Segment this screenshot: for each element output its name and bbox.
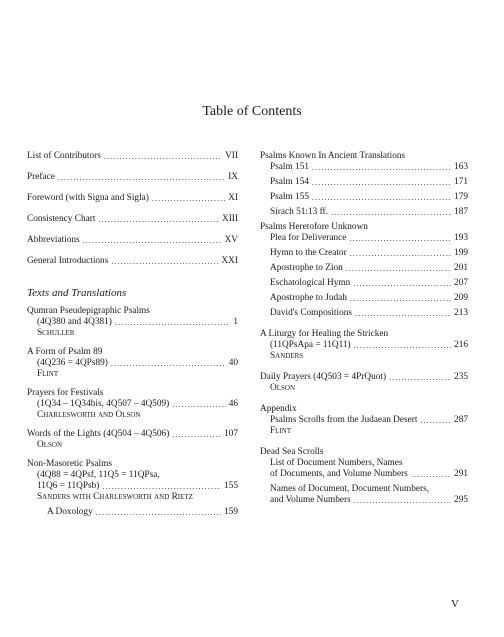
editor-name: Flint xyxy=(270,426,292,436)
dot-leader xyxy=(58,172,225,183)
editor-name: Olson xyxy=(270,383,295,393)
dot-leader xyxy=(355,308,451,319)
toc-entry[interactable]: Foreword (with Signa and Sigla) ..... XI xyxy=(27,193,238,204)
dot-leader xyxy=(331,207,451,218)
page-number: V xyxy=(451,598,459,610)
toc-entry[interactable]: David's Compositions ..... 213 xyxy=(260,308,468,319)
dot-leader xyxy=(152,193,225,204)
dot-leader xyxy=(83,235,222,246)
toc-left-column xyxy=(27,151,238,518)
dot-leader xyxy=(354,495,451,506)
section-heading: Texts and Translations xyxy=(27,287,127,299)
toc-entry[interactable]: Consistency Chart ..... XIII xyxy=(27,214,238,225)
toc-entry-lights[interactable]: Words of the Lights (4Q504 – 4Q506) ..... 107 Olson xyxy=(27,429,238,451)
dot-leader xyxy=(353,278,451,289)
toc-entry[interactable]: General Introductions ..... XXI xyxy=(27,256,238,267)
dot-leader xyxy=(104,151,222,162)
dot-leader xyxy=(96,507,221,518)
toc-entry[interactable]: Hymn to the Creator ..... 199 xyxy=(260,248,468,259)
editor-name: Olson xyxy=(37,440,62,450)
dot-leader xyxy=(98,214,219,225)
toc-entry[interactable]: Sirach 51:13 ff. ..... 187 xyxy=(260,207,468,218)
dot-leader xyxy=(312,177,451,188)
dot-leader xyxy=(312,192,451,203)
toc-entry[interactable]: Psalm 155 ..... 179 xyxy=(260,192,468,203)
dot-leader xyxy=(350,248,451,259)
dot-leader xyxy=(102,481,221,492)
toc-entry[interactable]: Psalm 151 ..... 163 xyxy=(260,162,468,173)
front-matter-list xyxy=(27,151,238,267)
editor-name: Flint xyxy=(37,369,59,379)
toc-entry-nonmasoretic[interactable]: Non-Masoretic Psalms (4Q88 = 4QPsf, 11Q5 = 11QPsa, 11Q6 = 11QPsb) ..... 155 Sanders with Charlesworth and Rietz A Doxology ..... 159 xyxy=(27,459,238,518)
dot-leader xyxy=(172,429,221,440)
toc-entry[interactable]: Abbreviations ..... XV xyxy=(27,235,238,246)
toc-entry[interactable]: Eschatological Hymn ..... 207 xyxy=(260,278,468,289)
toc-entry[interactable]: Plea for Deliverance ..... 193 xyxy=(260,233,468,244)
toc-entry-dss[interactable]: Dead Sea Scrolls List of Document Numbers, Names of Documents, and Volume Numbers ..... 291 Names of Document, Document Numbers, and Volume Numbers ..... 295 xyxy=(260,447,468,506)
toc-entry[interactable]: Psalm 154 ..... 171 xyxy=(260,177,468,188)
dot-leader xyxy=(312,162,451,173)
editor-name: Charlesworth and Olson xyxy=(37,410,141,420)
dot-leader xyxy=(115,317,230,328)
dot-leader xyxy=(346,263,451,274)
editor-name: Schuller xyxy=(37,328,75,338)
page-title: Table of Contents xyxy=(202,104,302,119)
dot-leader xyxy=(420,415,451,426)
toc-entry-daily[interactable]: Daily Prayers (4Q503 = 4PrQuot) ..... 235 Olson xyxy=(260,372,468,394)
toc-entry-doxology[interactable]: A Doxology ..... 159 xyxy=(27,507,238,518)
subsection-heading: Psalms Known In Ancient Translations xyxy=(260,151,406,161)
dot-leader xyxy=(354,340,451,351)
subsection-heading: Psalms Heretofore Unknown xyxy=(260,222,368,232)
editor-name: Sanders xyxy=(270,351,304,361)
dot-leader xyxy=(411,469,451,480)
editor-name: Sanders with Charlesworth and Rietz xyxy=(37,492,193,502)
dot-leader xyxy=(389,372,451,383)
toc-entry-qumran[interactable]: Qumran Pseudepigraphic Psalms (4Q380 and 4Q381) ..... 1 Schuller xyxy=(27,306,238,339)
dot-leader xyxy=(172,399,225,410)
toc-entry[interactable]: Apostrophe to Zion ..... 201 xyxy=(260,263,468,274)
dot-leader xyxy=(350,293,451,304)
dot-leader xyxy=(111,256,218,267)
toc-entry[interactable]: Preface ..... IX xyxy=(27,172,238,183)
dot-leader xyxy=(111,358,226,369)
toc-entry-liturgy[interactable]: A Liturgy for Healing the Stricken (11QPsApa = 11Q11) ..... 216 Sanders xyxy=(260,329,468,362)
toc-entry-festivals[interactable]: Prayers for Festivals (1Q34 – 1Q34bis, 4Q507 – 4Q509) ..... 46 Charlesworth and Olson xyxy=(27,388,238,421)
toc-entry[interactable]: List of Contributors ..... VII xyxy=(27,151,238,162)
toc-entry-appendix[interactable]: Appendix Psalms Scrolls from the Judaean Desert ..... 287 Flint xyxy=(260,404,468,437)
toc-entry-psalm89[interactable]: A Form of Psalm 89 (4Q236 = 4QPs89) ..... 40 Flint xyxy=(27,347,238,380)
toc-entry[interactable]: Apostrophe to Judah ..... 209 xyxy=(260,293,468,304)
toc-right-column xyxy=(260,151,468,506)
dot-leader xyxy=(349,233,451,244)
